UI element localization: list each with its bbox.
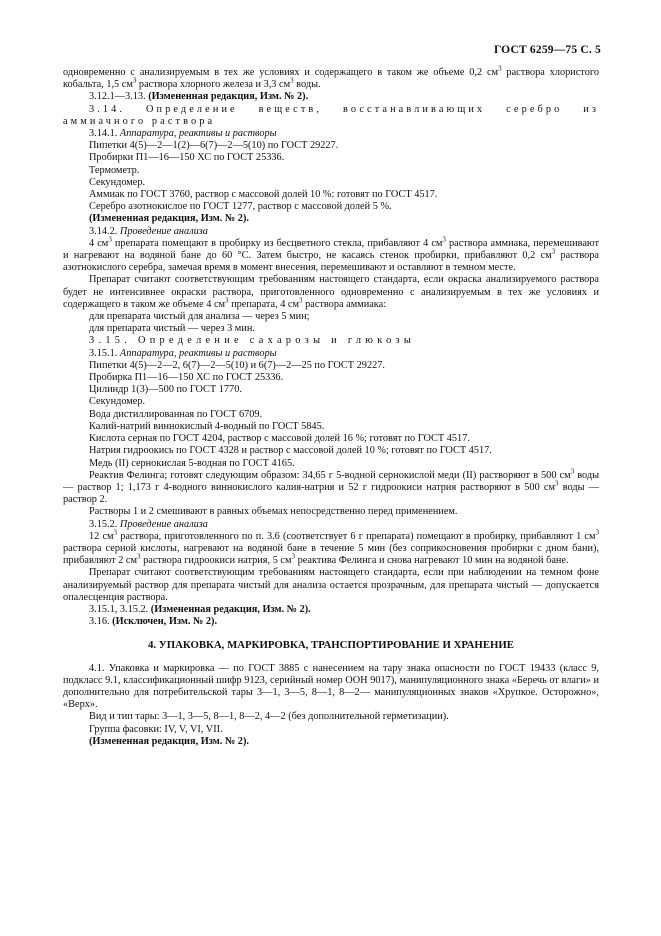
italic-subheading: Аппаратура, реактивы и растворы [119,128,277,140]
paragraph [63,140,599,152]
paragraph [63,616,599,628]
paragraph [63,458,599,470]
paragraph [63,201,599,213]
paragraph [63,165,599,177]
paragraph-text: Калий-натрий виннокислый 4-водный по ГОСТ 5845. [89,420,325,432]
italic-subheading: Проведение анализа [119,225,208,237]
paragraph [63,348,599,360]
paragraph [63,372,599,384]
paragraph-text: одновременно с анализируемым в тех же условиях и содержащего в таком же объеме 0,2 $см^3$ раствора хлористого кобальта, 1,5 $см^3$ раствора хлорного железа и 3,3 $см^3$ воды. [63,64,600,91]
paragraph-text: Растворы 1 и 2 смешивают в равных объемах непосредственно перед применением. [89,506,458,518]
paragraph-text: 3.12.1—3.13. [89,91,146,103]
italic-subheading: Аппаратура, реактивы и растворы [119,347,277,359]
paragraph-text: Вода дистиллированная по ГОСТ 6709. [89,408,263,420]
paragraph [63,711,599,723]
paragraph-text: 3.14.1. [89,128,118,140]
paragraph [63,213,599,225]
paragraph [63,567,599,604]
paragraph [63,274,599,311]
paragraph-text: 3.15.1, 3.15.2. [89,603,149,615]
paragraph [63,226,599,238]
amendment-note: (Измененная редакция, Изм. № 2). [150,603,311,615]
paragraph [63,335,599,347]
paragraph-text: Цилиндр 1(3)—500 по ГОСТ 1770. [89,384,242,396]
paragraph [63,360,599,372]
paragraph-text: для препарата чистый для анализа — через 5 мин; [89,311,310,323]
paragraph [63,528,599,568]
paragraph-text: Вид и тип тары: 3—1, 3—5, 8—1, 8—2, 4—2 (без дополнительной герметизации). [89,711,449,723]
paragraph-text: 12 $см^3$ раствора, приготовленного по п. 3.6 (соответствует 6 г препарата) помещают в пробирку, прибавляют 1 $см^3$ раствора серной кислоты, нагревают на водяной бане в течение 5 мин (без соприкосновения пробирки с дном бани), прибавляют 2 $см^3$ раствора гидроокиси натрия, 5 $см^3$ реактива Фелинга и снова нагревают 10 мин на водяной бане. [63,528,599,567]
section-4-body [63,663,599,748]
amendment-note: (Измененная редакция, Изм. № 2). [89,213,249,225]
paragraph [63,604,599,616]
paragraph-text: Пробирки П1—16—150 ХС по ГОСТ 25336. [89,152,285,164]
paragraph [63,189,599,201]
paragraph [63,311,599,323]
section-3-body [63,64,600,628]
paragraph [63,152,599,164]
paragraph [63,724,599,736]
paragraph [63,467,599,507]
paragraph-text: 4.1. Упаковка и маркировка — по ГОСТ 3885 с нанесением на тару знака опасности по ГОСТ 19433 (класс 9, подкласс 9.1, классификационный шифр 9123, серийный номер ООН 9017), манипуляционного знака «Беречь от влаги» и дополнительно для потребительской тары 3—1, 3—5, 8—1, 8—2— манипуляционных знаков «Хрупкое. Осторожно», «Верх». [63,662,599,711]
paragraph-text: Реактив Фелинга; готовят следующим образом: 34,65 г 5-водной сернокислой меди (II) растворяют в 500 $см^3$ воды — раствор 1; 1,173 г 4-водного виннокислого калия-натрия и 52 г гидроокиси натрия растворяют в 500 $см^3$ воды — раствор 2. [63,467,599,506]
italic-subheading: Проведение анализа [119,518,208,530]
paragraph [63,384,599,396]
paragraph [63,736,599,748]
paragraph [63,104,599,128]
paragraph-text: 3.14. Определение веществ, восстанавливающих серебро из аммиачного раствора [63,103,599,127]
paragraph-text: 4 $см^3$ препарата помещают в пробирку из бесцветного стекла, прибавляют 4 $см^3$ раствора аммиака, перемешивают и нагревают на водяной бане до 60 °С. Затем быстро, не касаясь стенок пробирки, прибавляют 0,2 $см^3$ раствора азотнокислого серебра, замечая время в момент внесения, перемешивают и оставляют в темном месте. [63,235,599,274]
paragraph-text: 3.15.2. [89,518,118,530]
paragraph-text: Термометр. [89,164,140,176]
paragraph-text: Группа фасовки: IV, V, VI, VII. [89,723,223,735]
paragraph [63,445,599,457]
document-body [63,64,600,748]
paragraph-text: Секундомер. [89,396,146,408]
paragraph [63,663,599,712]
amendment-note: (Измененная редакция, Изм. № 2). [89,735,249,747]
paragraph [63,177,599,189]
paragraph [63,91,599,103]
paragraph [63,396,599,408]
paragraph-text: Пипетки 4(5)—2—2, 6(7)—2—5(10) и 6(7)—2—25 по ГОСТ 29227. [89,359,385,371]
amendment-note: (Измененная редакция, Изм. № 2). [148,91,309,103]
paragraph [63,519,599,531]
paragraph-text: 3.14.2. [89,225,118,237]
paragraph-text: 3.15.1. [89,347,118,359]
paragraph-text: Пипетки 4(5)—2—1(2)—6(7)—2—5(10) по ГОСТ 29227. [89,140,339,152]
paragraph-text: Медь (II) сернокислая 5-водная по ГОСТ 4165. [89,457,295,469]
paragraph [63,323,599,335]
paragraph-text: 3.16. [89,616,110,628]
paragraph-text: Пробирка П1—16—150 ХС по ГОСТ 25336. [89,372,284,384]
paragraph-text: Аммиак по ГОСТ 3760, раствор с массовой долей 10 %: готовят по ГОСТ 4517. [89,189,438,201]
amendment-note: (Исключен, Изм. № 2). [112,616,218,628]
paragraph-text: Препарат считают соответствующим требованиям настоящего стандарта, если окраска анализируемого раствора будет не интенсивнее окраски раствора, приготовленного одновременно с анализируемым в тех же условиях и содержащего в таком же объеме 4 $см^3$ препарата, 4 $см^3$ раствора аммиака: [63,274,599,310]
paragraph [63,409,599,421]
paragraph-text: 3.15. Определение сахарозы и глюкозы [89,335,416,347]
section-4-title: 4. УПАКОВКА, МАРКИРОВКА, ТРАНСПОРТИРОВАНИЕ И ХРАНЕНИЕ [147,639,515,652]
paragraph [63,235,599,275]
paragraph-text: Натрия гидроокись по ГОСТ 4328 и раствор с массовой долей 10 %; готовят по ГОСТ 4517. [89,445,492,457]
paragraph [63,421,599,433]
paragraph [63,128,599,140]
paragraph [63,64,600,91]
paragraph-text: для препарата чистый — через 3 мин. [89,323,255,335]
paragraph [63,433,599,445]
paragraph-text: Препарат считают соответствующим требованиям настоящего стандарта, если при наблюдении на темном фоне анализируемый раствор для препарата чистый для анализа остается прозрачным, для препарата чистый — допускается опалесценция раствора. [63,567,599,603]
page-header: ГОСТ 6259—75 С. 5 [493,44,601,56]
paragraph-text: Серебро азотнокислое по ГОСТ 1277, раствор с массовой долей 5 %. [89,201,392,213]
paragraph-text: Кислота серная по ГОСТ 4204, раствор с массовой долей 16 %; готовят по ГОСТ 4517. [89,433,470,445]
paragraph [63,506,599,518]
paragraph-text: Секундомер. [89,176,146,188]
